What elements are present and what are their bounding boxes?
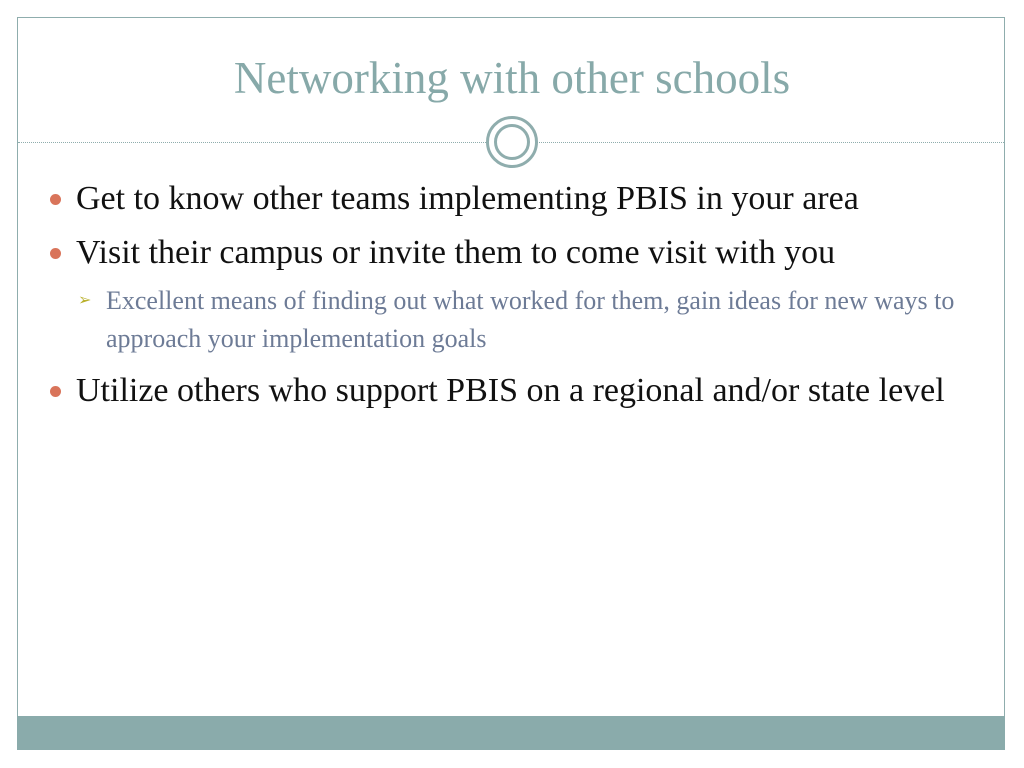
double-circle-ornament-icon [486,116,538,168]
round-bullet-icon [50,386,61,397]
round-bullet-icon [50,248,61,259]
bullet-item [48,230,988,276]
bullet-text: Utilize others who support PBIS on a regional and/or state level [76,372,945,409]
inner-circle-icon [494,124,530,160]
bullet-item [48,176,988,222]
bullet-item [48,368,988,414]
sub-bullet-item [78,282,988,358]
bullet-list [48,176,988,422]
round-bullet-icon [50,194,61,205]
sub-bullet-text: Excellent means of finding out what worked for them, gain ideas for new ways to approach your implementation goals [106,286,955,353]
bullet-text: Get to know other teams implementing PBIS in your area [76,180,859,217]
slide-title: Networking with other schools [233,53,791,103]
arrow-bullet-icon: ➢ [78,290,92,309]
bullet-text: Visit their campus or invite them to come visit with you [76,234,836,271]
footer-bar [17,716,1005,750]
